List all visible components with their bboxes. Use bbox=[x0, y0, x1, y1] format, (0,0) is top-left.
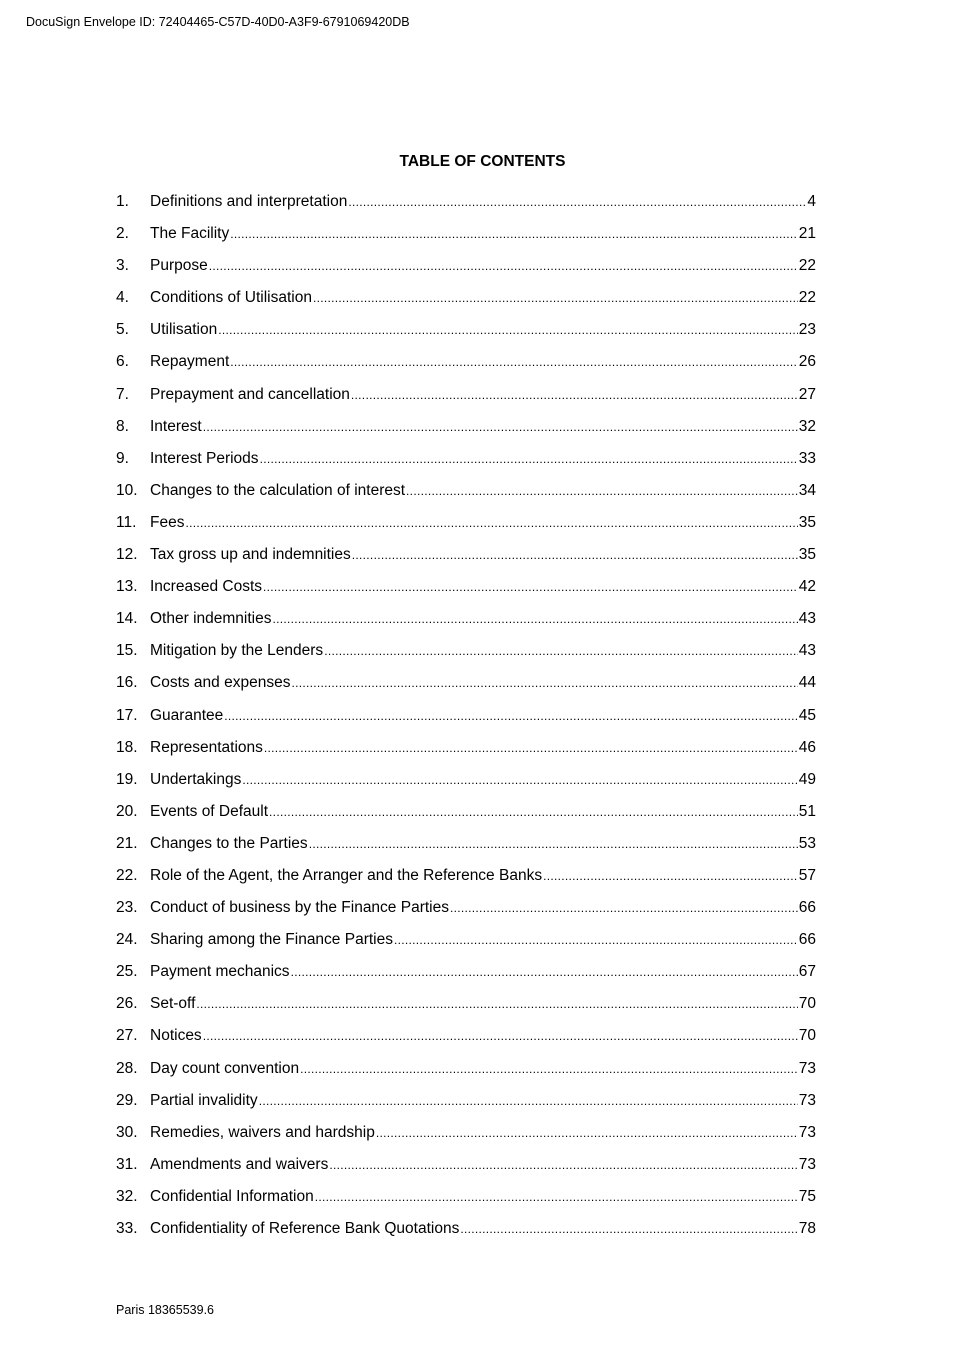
toc-entry-title: Purpose bbox=[150, 257, 208, 275]
toc-entry-number: 7. bbox=[116, 385, 129, 403]
toc-entry-page: 49 bbox=[798, 770, 816, 788]
toc-entry-page: 44 bbox=[798, 674, 816, 692]
toc-entry[interactable] bbox=[116, 956, 816, 988]
toc-entry[interactable] bbox=[116, 411, 816, 443]
toc-entry[interactable] bbox=[116, 828, 816, 860]
toc-entry[interactable] bbox=[116, 764, 816, 796]
toc-entry[interactable] bbox=[116, 250, 816, 282]
toc-entry-title: Fees bbox=[150, 513, 185, 531]
toc-entry-page: 66 bbox=[798, 899, 816, 917]
toc-entry-page: 32 bbox=[798, 417, 816, 435]
toc-entry-page: 70 bbox=[798, 995, 816, 1013]
toc-entry-number: 9. bbox=[116, 449, 129, 467]
toc-entry-number: 2. bbox=[116, 225, 129, 243]
toc-entry-page: 23 bbox=[798, 321, 816, 339]
dot-leader bbox=[406, 475, 798, 507]
toc-entry-number: 4. bbox=[116, 289, 129, 307]
toc-entry-number: 1. bbox=[116, 193, 129, 210]
toc-entry[interactable] bbox=[116, 1053, 816, 1085]
toc-entry-title: Definitions and interpretation bbox=[150, 193, 348, 210]
toc-entry-title: Utilisation bbox=[150, 321, 218, 339]
toc-entry[interactable] bbox=[116, 218, 816, 250]
toc-entry[interactable] bbox=[116, 282, 816, 314]
toc-entry-page: 73 bbox=[798, 1123, 816, 1141]
toc-entry-title: Conduct of business by the Finance Parties bbox=[150, 899, 449, 917]
dot-leader bbox=[329, 1149, 797, 1181]
toc-entry[interactable] bbox=[116, 1085, 816, 1117]
dot-leader bbox=[203, 411, 798, 443]
toc-entry[interactable] bbox=[116, 186, 816, 218]
toc-entry-number: 21. bbox=[116, 834, 138, 852]
dot-leader bbox=[259, 1085, 798, 1117]
toc-entry-page: 21 bbox=[798, 225, 816, 243]
toc-entry[interactable] bbox=[116, 539, 816, 571]
toc-entry-number: 25. bbox=[116, 963, 138, 981]
dot-leader bbox=[269, 796, 798, 828]
toc-entry-number: 27. bbox=[116, 1027, 138, 1045]
toc-entry-number: 18. bbox=[116, 738, 138, 756]
dot-leader bbox=[291, 667, 797, 699]
dot-leader bbox=[291, 956, 798, 988]
toc-entry[interactable] bbox=[116, 1020, 816, 1052]
toc-entry-title: Remedies, waivers and hardship bbox=[150, 1123, 375, 1141]
toc-entry-title: Mitigation by the Lenders bbox=[150, 642, 324, 660]
toc-entry[interactable] bbox=[116, 892, 816, 924]
dot-leader bbox=[242, 764, 797, 796]
toc-entry-title: Events of Default bbox=[150, 802, 269, 820]
toc-entry-title: Payment mechanics bbox=[150, 963, 290, 981]
dot-leader bbox=[309, 828, 798, 860]
toc-entry-number: 28. bbox=[116, 1059, 138, 1077]
toc-entry-title: Partial invalidity bbox=[150, 1091, 258, 1109]
toc-entry[interactable] bbox=[116, 732, 816, 764]
toc-entry-page: 75 bbox=[798, 1187, 816, 1205]
toc-entry-number: 6. bbox=[116, 353, 129, 371]
toc-entry-page: 33 bbox=[798, 449, 816, 467]
toc-entry-number: 14. bbox=[116, 610, 138, 628]
dot-leader bbox=[460, 1213, 797, 1245]
toc-entry-title: Changes to the Parties bbox=[150, 834, 308, 852]
toc-entry-number: 3. bbox=[116, 257, 129, 275]
toc-entry[interactable] bbox=[116, 507, 816, 539]
toc-entry-number: 29. bbox=[116, 1091, 138, 1109]
toc-entry-title: Undertakings bbox=[150, 770, 242, 788]
toc-entry-page: 45 bbox=[798, 706, 816, 724]
dot-leader bbox=[224, 700, 798, 732]
dot-leader bbox=[272, 603, 797, 635]
toc-entry[interactable] bbox=[116, 700, 816, 732]
toc-entry-page: 22 bbox=[798, 257, 816, 275]
toc-entry-page: 70 bbox=[798, 1027, 816, 1045]
toc-entry-title: Other indemnities bbox=[150, 610, 272, 628]
toc-entry[interactable] bbox=[116, 475, 816, 507]
toc-entry[interactable] bbox=[116, 988, 816, 1020]
toc-entry-number: 12. bbox=[116, 546, 138, 564]
toc-entry-page: 73 bbox=[798, 1059, 816, 1077]
toc-entry-page: 26 bbox=[798, 353, 816, 371]
dot-leader bbox=[203, 1020, 798, 1052]
toc-entry-title: Changes to the calculation of interest bbox=[150, 481, 406, 499]
dot-leader bbox=[260, 443, 798, 475]
toc-entry-title: Amendments and waivers bbox=[150, 1155, 329, 1173]
toc-entry-title: Tax gross up and indemnities bbox=[150, 546, 351, 564]
toc-entry-page: 67 bbox=[798, 963, 816, 981]
toc-entry[interactable] bbox=[116, 860, 816, 892]
toc-entry-number: 5. bbox=[116, 321, 129, 339]
toc-entry-title: Confidential Information bbox=[150, 1187, 314, 1205]
toc-entry-title: Sharing among the Finance Parties bbox=[150, 931, 393, 949]
toc-entry-page: 4 bbox=[807, 193, 816, 210]
toc-entry[interactable] bbox=[116, 1149, 816, 1181]
toc-entry-number: 19. bbox=[116, 770, 138, 788]
toc-entry-number: 24. bbox=[116, 931, 138, 949]
toc-entry[interactable] bbox=[116, 667, 816, 699]
toc-entry-page: 34 bbox=[798, 481, 816, 499]
dot-leader bbox=[185, 507, 797, 539]
dot-leader bbox=[348, 186, 806, 218]
toc-entry[interactable] bbox=[116, 1117, 816, 1149]
dot-leader bbox=[196, 988, 797, 1020]
toc-entry-number: 32. bbox=[116, 1187, 138, 1205]
dot-leader bbox=[230, 218, 798, 250]
toc-entry[interactable] bbox=[116, 924, 816, 956]
toc-entry-page: 78 bbox=[798, 1220, 816, 1237]
toc-entry-number: 8. bbox=[116, 417, 129, 435]
toc-entry-page: 22 bbox=[798, 289, 816, 307]
dot-leader bbox=[313, 282, 798, 314]
dot-leader bbox=[376, 1117, 798, 1149]
toc-entry-number: 33. bbox=[116, 1220, 138, 1237]
toc-entry-page: 35 bbox=[798, 513, 816, 531]
dot-leader bbox=[230, 346, 797, 378]
toc-entry[interactable] bbox=[116, 635, 816, 667]
toc-entry-number: 16. bbox=[116, 674, 138, 692]
toc-entry[interactable] bbox=[116, 571, 816, 603]
toc-entry-title: Guarantee bbox=[150, 706, 224, 724]
toc-entry-title: Interest Periods bbox=[150, 449, 259, 467]
dot-leader bbox=[324, 635, 798, 667]
toc-entry-number: 23. bbox=[116, 899, 138, 917]
toc-entry-number: 30. bbox=[116, 1123, 138, 1141]
toc-entry-title: Interest bbox=[150, 417, 202, 435]
toc-entry-number: 22. bbox=[116, 866, 138, 884]
toc-entry-number: 17. bbox=[116, 706, 138, 724]
toc-entry[interactable] bbox=[116, 603, 816, 635]
toc-entry-page: 42 bbox=[798, 578, 816, 596]
dot-leader bbox=[209, 250, 798, 282]
toc-entry-title: Conditions of Utilisation bbox=[150, 289, 312, 307]
dot-leader bbox=[263, 571, 798, 603]
toc-entry-page: 43 bbox=[798, 610, 816, 628]
toc-entry-title: Representations bbox=[150, 738, 263, 756]
toc-entry-page: 35 bbox=[798, 546, 816, 564]
toc-entry-title: Set-off bbox=[150, 995, 196, 1013]
toc-entry-title: Notices bbox=[150, 1027, 202, 1045]
toc-entry-page: 53 bbox=[798, 834, 816, 852]
dot-leader bbox=[450, 892, 798, 924]
toc-entry[interactable] bbox=[116, 1213, 816, 1245]
toc-entry-number: 11. bbox=[116, 513, 137, 531]
toc-entry-title: Repayment bbox=[150, 353, 230, 371]
toc-entry-title: Increased Costs bbox=[150, 578, 262, 596]
dot-leader bbox=[351, 379, 798, 411]
toc-entry[interactable] bbox=[116, 796, 816, 828]
dot-leader bbox=[315, 1181, 798, 1213]
toc-entry-number: 13. bbox=[116, 578, 138, 596]
dot-leader bbox=[300, 1053, 798, 1085]
toc-entry-page: 51 bbox=[798, 802, 816, 820]
toc-entry-number: 20. bbox=[116, 802, 138, 820]
toc-entry-number: 15. bbox=[116, 642, 138, 660]
toc-entry-number: 26. bbox=[116, 995, 138, 1013]
toc-entry-page: 43 bbox=[798, 642, 816, 660]
toc-entry[interactable] bbox=[116, 443, 816, 475]
dot-leader bbox=[218, 314, 798, 346]
toc-entry[interactable] bbox=[116, 1181, 816, 1213]
table-of-contents bbox=[116, 186, 816, 1245]
dot-leader bbox=[543, 860, 798, 892]
toc-entry-page: 66 bbox=[798, 931, 816, 949]
dot-leader bbox=[264, 732, 798, 764]
toc-entry-page: 73 bbox=[798, 1155, 816, 1173]
toc-entry-page: 57 bbox=[798, 866, 816, 884]
page-title: TABLE OF CONTENTS bbox=[399, 153, 566, 170]
toc-entry[interactable] bbox=[116, 346, 816, 378]
toc-entry-title: The Facility bbox=[150, 225, 230, 243]
toc-entry-title: Confidentiality of Reference Bank Quotations bbox=[150, 1220, 460, 1237]
toc-entry-title: Prepayment and cancellation bbox=[150, 385, 350, 403]
envelope-id-header: DocuSign Envelope ID: 72404465-C57D-40D0-A3F9-6791069420DB bbox=[26, 15, 410, 29]
dot-leader bbox=[352, 539, 798, 571]
toc-entry-title: Day count convention bbox=[150, 1059, 300, 1077]
toc-entry[interactable] bbox=[116, 314, 816, 346]
toc-entry-number: 31. bbox=[116, 1155, 138, 1173]
toc-entry-number: 10. bbox=[116, 481, 138, 499]
toc-entry-title: Role of the Agent, the Arranger and the Reference Banks bbox=[150, 866, 543, 884]
toc-entry[interactable] bbox=[116, 379, 816, 411]
dot-leader bbox=[394, 924, 798, 956]
toc-entry-page: 46 bbox=[798, 738, 816, 756]
toc-entry-title: Costs and expenses bbox=[150, 674, 291, 692]
document-reference-footer: Paris 18365539.6 bbox=[116, 1303, 214, 1317]
toc-entry-page: 27 bbox=[798, 385, 816, 403]
toc-entry-page: 73 bbox=[798, 1091, 816, 1109]
